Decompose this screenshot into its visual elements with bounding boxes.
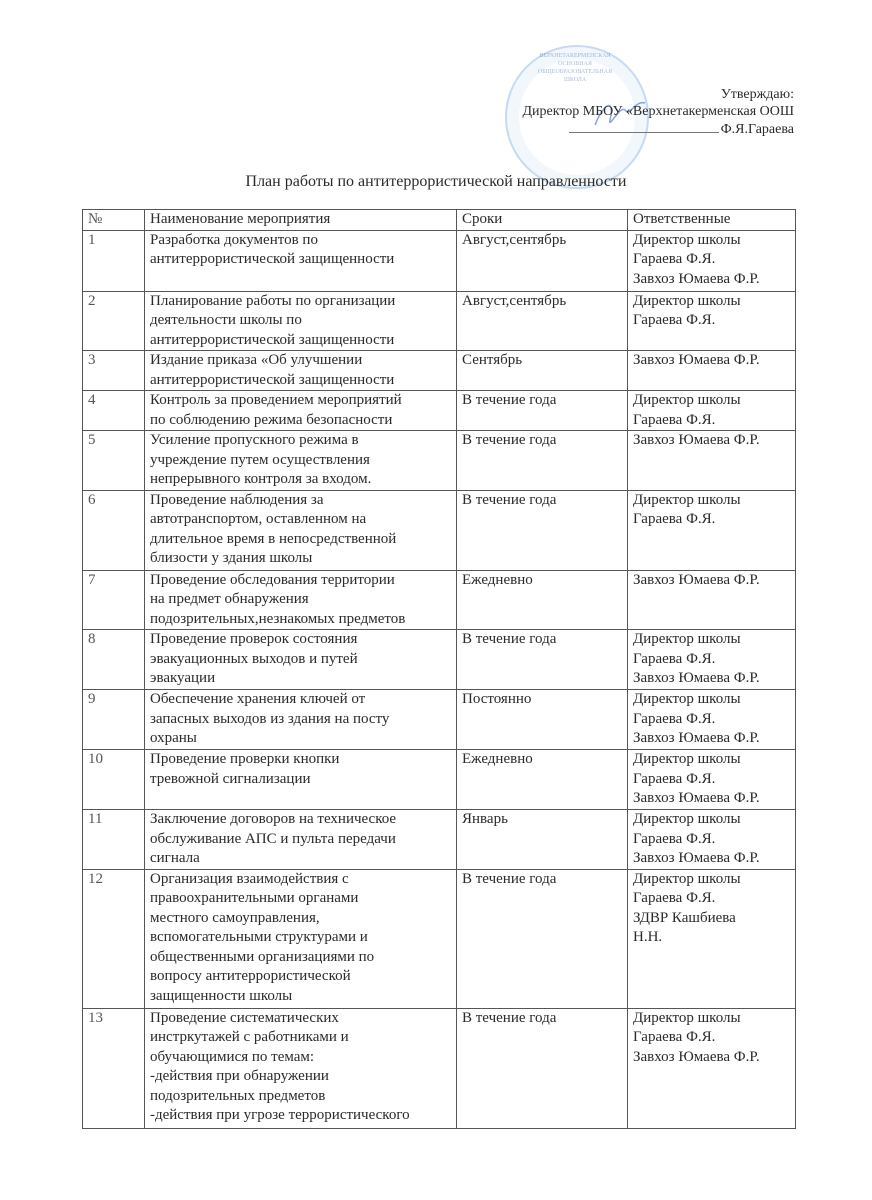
table-row	[83, 291, 796, 351]
event-name-line: автотранспортом, оставленном на	[150, 511, 367, 527]
event-name-line: длительное время в непосредственной	[150, 530, 397, 547]
event-term: Август,сентябрь	[457, 291, 628, 351]
page-title: План работы по антитеррористической направленности	[245, 173, 627, 190]
event-name-line: запасных выходов из здания на посту	[150, 710, 390, 727]
event-responsible-line: Директор школы	[633, 631, 741, 647]
approval-block	[522, 86, 794, 138]
approval-name: Ф.Я.Гараева	[720, 122, 794, 137]
event-responsible-line: Директор школы	[633, 292, 741, 309]
event-name-line: инстркутажей с работниками и	[150, 1029, 349, 1045]
table-row	[83, 351, 796, 391]
event-name-line: антитеррористической защищенности	[150, 251, 395, 267]
approval-position: Директор МБОУ «Верхнетакерменская ООШ	[522, 104, 794, 119]
event-responsible-line: Гараева Ф.Я.	[633, 770, 716, 787]
event-name-line: защищенности школы	[150, 987, 293, 1004]
event-responsible	[628, 431, 796, 491]
event-responsible	[628, 690, 796, 750]
row-number: 9	[83, 690, 145, 750]
row-number: 7	[83, 570, 145, 630]
event-name	[145, 570, 457, 630]
event-responsible	[628, 750, 796, 810]
event-name-line: Контроль за проведением мероприятий	[150, 392, 402, 408]
table-row	[83, 230, 796, 291]
event-name-line: Проведение проверок состояния	[150, 631, 358, 647]
event-name-line: -действия при угрозе террористического	[150, 1107, 410, 1123]
approval-label: Утверждаю:	[720, 87, 794, 102]
row-number: 11	[83, 810, 145, 870]
event-responsible-line: Гараева Ф.Я.	[633, 890, 716, 906]
table-row	[83, 869, 796, 1008]
event-name	[145, 630, 457, 690]
event-name-line: -действия при обнаружении	[150, 1068, 329, 1084]
event-term: В течение года	[457, 630, 628, 690]
event-name-line: подозрительных,незнакомых предметов	[150, 610, 406, 627]
event-name	[145, 750, 457, 810]
event-name-line: Планирование работы по организации	[150, 292, 396, 309]
event-responsible-line: Завхоз Юмаева Ф.Р.	[633, 1048, 760, 1065]
event-responsible-line: Директор школы	[633, 231, 741, 248]
header-responsible: Ответственные	[628, 210, 796, 231]
event-term: Январь	[457, 810, 628, 870]
table-row	[83, 630, 796, 690]
event-name-line: обучающимися по темам:	[150, 1048, 315, 1065]
row-number: 12	[83, 869, 145, 1008]
event-name	[145, 1008, 457, 1128]
event-responsible-line: Завхоз Юмаева Ф.Р.	[633, 571, 760, 588]
event-responsible-line: Н.Н.	[633, 929, 663, 945]
event-name	[145, 690, 457, 750]
table-row	[83, 490, 796, 570]
event-responsible-line: ЗДВР Кашбиева	[633, 909, 736, 926]
event-name-line: вспомогательными структурами и	[150, 929, 368, 945]
event-name	[145, 810, 457, 870]
table-row	[83, 1008, 796, 1128]
event-responsible-line: Завхоз Юмаева Ф.Р.	[633, 850, 760, 866]
event-name-line: обслуживание АПС и пульта передачи	[150, 830, 396, 847]
event-term: В течение года	[457, 490, 628, 570]
event-name-line: близости у здания школы	[150, 550, 313, 566]
event-responsible-line: Гараева Ф.Я.	[633, 830, 716, 847]
event-responsible	[628, 1008, 796, 1128]
table-row	[83, 810, 796, 870]
event-name	[145, 431, 457, 491]
row-number: 4	[83, 391, 145, 431]
event-name-line: Проведение систематических	[150, 1009, 339, 1026]
table-row	[83, 391, 796, 431]
event-term: Сентябрь	[457, 351, 628, 391]
event-name-line: Организация взаимодействия с	[150, 870, 349, 887]
event-term: Август,сентябрь	[457, 230, 628, 291]
event-responsible-line: Завхоз Юмаева Ф.Р.	[633, 270, 760, 287]
event-name	[145, 391, 457, 431]
event-name-line: Обеспечение хранения ключей от	[150, 691, 366, 707]
event-responsible-line: Завхоз Юмаева Ф.Р.	[633, 730, 760, 746]
event-name-line: Проведение проверки кнопки	[150, 751, 340, 767]
event-name-line: местного самоуправления,	[150, 909, 320, 926]
event-name-line: эвакуации	[150, 670, 216, 686]
event-name-line: антитеррористической защищенности	[150, 331, 395, 348]
event-responsible-line: Гараева Ф.Я.	[633, 312, 716, 328]
event-name-line: Разработка документов по	[150, 231, 318, 248]
event-name-line: подозрительных предметов	[150, 1087, 326, 1104]
event-responsible-line: Директор школы	[633, 751, 741, 767]
event-term: Постоянно	[457, 690, 628, 750]
event-name-line: Издание приказа «Об улучшении	[150, 352, 363, 368]
event-name-line: Проведение обследования территории	[150, 571, 395, 588]
event-term: Ежедневно	[457, 570, 628, 630]
row-number: 2	[83, 291, 145, 351]
event-responsible	[628, 810, 796, 870]
event-responsible-line: Директор школы	[633, 392, 741, 408]
event-name	[145, 869, 457, 1008]
row-number: 10	[83, 750, 145, 810]
event-term: Ежедневно	[457, 750, 628, 810]
event-term: В течение года	[457, 1008, 628, 1128]
event-responsible-line: Директор школы	[633, 811, 741, 827]
event-responsible	[628, 291, 796, 351]
event-responsible-line: Директор школы	[633, 1009, 741, 1026]
row-number: 5	[83, 431, 145, 491]
event-responsible	[628, 230, 796, 291]
event-responsible-line: Завхоз Юмаева Ф.Р.	[633, 790, 760, 806]
stamp-text: ВЕРХНЕТАКЕРМЕНСКАЯ ОСНОВНАЯ ОБЩЕОБРАЗОВАТЕЛЬНАЯ ШКОЛА	[537, 53, 613, 83]
event-name-line: общественными организациями по	[150, 948, 375, 965]
event-responsible-line: Гараева Ф.Я.	[633, 710, 716, 727]
event-name-line: вопросу антитеррористической	[150, 968, 351, 984]
event-responsible-line: Гараева Ф.Я.	[633, 511, 716, 527]
event-responsible-line: Гараева Ф.Я.	[633, 251, 716, 267]
table-row	[83, 750, 796, 810]
event-term: В течение года	[457, 869, 628, 1008]
event-responsible-line: Директор школы	[633, 691, 741, 707]
event-responsible-line: Завхоз Юмаева Ф.Р.	[633, 670, 760, 686]
row-number: 3	[83, 351, 145, 391]
signature-line	[569, 120, 719, 133]
event-name-line: Усиление пропускного режима в	[150, 432, 359, 448]
event-name-line: непрерывного контроля за входом.	[150, 471, 372, 487]
event-term: В течение года	[457, 431, 628, 491]
header-term: Сроки	[457, 210, 628, 231]
table-row	[83, 431, 796, 491]
event-name-line: деятельности школы по	[150, 312, 302, 328]
event-responsible	[628, 391, 796, 431]
event-responsible-line: Гараева Ф.Я.	[633, 411, 716, 428]
event-name-line: антитеррористической защищенности	[150, 371, 395, 388]
event-name-line: учреждение путем осуществления	[150, 451, 370, 468]
row-number: 13	[83, 1008, 145, 1128]
event-name-line: правоохранительными органами	[150, 890, 359, 906]
table-header-row	[83, 210, 796, 231]
event-name	[145, 351, 457, 391]
header-name: Наименование мероприятия	[145, 210, 457, 231]
header-number: №	[83, 210, 145, 231]
event-responsible-line: Директор школы	[633, 870, 741, 887]
plan-table	[82, 209, 796, 1129]
event-term: В течение года	[457, 391, 628, 431]
event-responsible	[628, 351, 796, 391]
table-row	[83, 690, 796, 750]
event-responsible-line: Гараева Ф.Я.	[633, 1029, 716, 1045]
event-name	[145, 230, 457, 291]
event-responsible	[628, 869, 796, 1008]
event-name-line: по соблюдению режима безопасности	[150, 411, 393, 428]
event-responsible-line: Завхоз Юмаева Ф.Р.	[633, 352, 760, 368]
event-name-line: на предмет обнаружения	[150, 591, 309, 607]
event-name	[145, 490, 457, 570]
event-name-line: Проведение наблюдения за	[150, 491, 324, 508]
event-responsible	[628, 570, 796, 630]
event-name-line: Заключение договоров на техническое	[150, 811, 397, 827]
event-responsible-line: Директор школы	[633, 491, 741, 508]
row-number: 8	[83, 630, 145, 690]
event-responsible	[628, 490, 796, 570]
event-responsible	[628, 630, 796, 690]
row-number: 1	[83, 230, 145, 291]
row-number: 6	[83, 490, 145, 570]
event-responsible-line: Завхоз Юмаева Ф.Р.	[633, 432, 760, 448]
table-row	[83, 570, 796, 630]
event-name-line: эвакуационных выходов и путей	[150, 650, 358, 667]
event-responsible-line: Гараева Ф.Я.	[633, 650, 716, 667]
event-name	[145, 291, 457, 351]
event-name-line: охраны	[150, 730, 197, 746]
event-name-line: тревожной сигнализации	[150, 770, 311, 787]
event-name-line: сигнала	[150, 850, 200, 866]
